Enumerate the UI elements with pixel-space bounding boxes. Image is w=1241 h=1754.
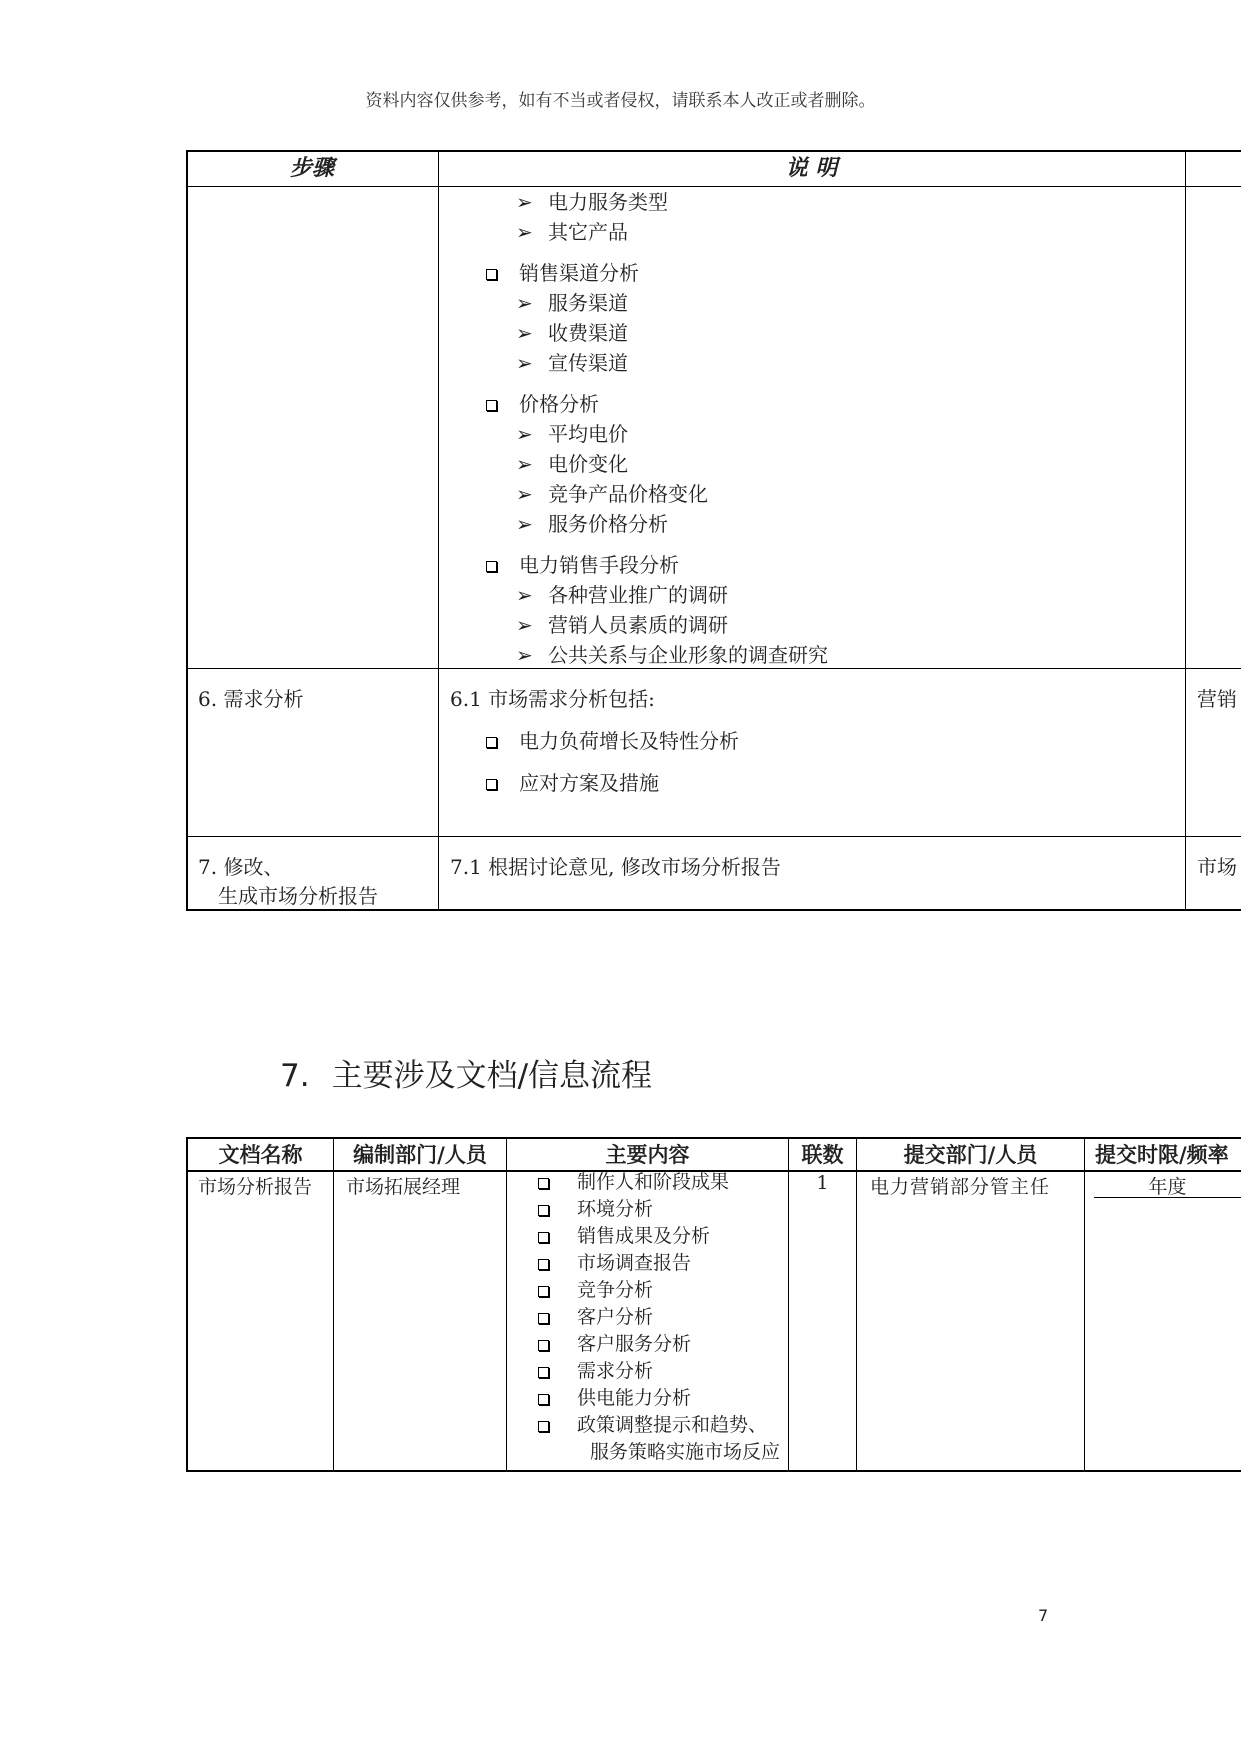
list-item: ➢ 电力服务类型 xyxy=(516,190,668,214)
checkbox-bullet-icon xyxy=(538,1259,549,1270)
list-item: 价格分析 xyxy=(486,388,599,417)
table-border xyxy=(1185,150,1186,910)
header-contents: 主要内容 xyxy=(605,1142,690,1167)
section-heading xyxy=(280,1050,652,1095)
table-border xyxy=(186,1137,188,1472)
checkbox-bullet-icon xyxy=(486,400,497,411)
step-owner: 市场 xyxy=(1197,855,1237,879)
arrow-bullet-icon: ➢ xyxy=(516,452,533,476)
table-border xyxy=(506,1137,507,1472)
checkbox-bullet-icon xyxy=(486,737,497,748)
header-description: 说 明 xyxy=(785,155,838,181)
step-description: 6.1 市场需求分析包括: xyxy=(450,687,655,711)
step-owner: 营销 xyxy=(1197,687,1237,711)
checkbox-bullet-icon xyxy=(538,1286,549,1297)
arrow-bullet-icon: ➢ xyxy=(516,512,533,536)
checkbox-bullet-icon xyxy=(538,1313,549,1324)
list-item: ➢ 竞争产品价格变化 xyxy=(516,482,708,506)
checkbox-bullet-icon xyxy=(538,1232,549,1243)
section-number: 7. xyxy=(280,1058,310,1094)
checkbox-bullet-icon xyxy=(538,1205,549,1216)
list-item: ➢ 平均电价 xyxy=(516,422,628,446)
list-item: 制作人和阶段成果 xyxy=(524,1169,794,1196)
list-item: 应对方案及措施 xyxy=(486,767,659,796)
checkbox-bullet-icon xyxy=(538,1367,549,1378)
checkbox-bullet-icon xyxy=(486,779,497,790)
disclaimer-header: 资料内容仅供参考，如有不当或者侵权，请联系本人改正或者删除。 xyxy=(365,91,876,111)
table-border xyxy=(186,186,1241,187)
list-item: ➢ 各种营业推广的调研 xyxy=(516,583,728,607)
doc-frequency: 年度 xyxy=(1148,1176,1187,1198)
doc-submit-to: 电力营销部分管主任 xyxy=(870,1176,1051,1198)
checkbox-bullet-icon xyxy=(486,269,497,280)
step-description: 7.1 根据讨论意见, 修改市场分析报告 xyxy=(450,855,781,879)
list-item: 市场调查报告 xyxy=(524,1250,794,1277)
process-steps-table xyxy=(186,150,1241,910)
table-border xyxy=(333,1137,334,1472)
list-item: 需求分析 xyxy=(524,1358,794,1385)
arrow-bullet-icon: ➢ xyxy=(516,643,533,667)
list-item: 竞争分析 xyxy=(524,1277,794,1304)
page-number: 7 xyxy=(1038,1606,1049,1625)
step-label: 生成市场分析报告 xyxy=(218,884,378,908)
header-doc-name: 文档名称 xyxy=(218,1142,303,1167)
list-item: 电力负荷增长及特性分析 xyxy=(486,725,739,754)
contents-list xyxy=(524,1169,794,1466)
header-frequency: 提交时限/频率 xyxy=(1095,1142,1229,1167)
table-border xyxy=(186,668,1241,669)
table-border xyxy=(186,909,1241,911)
arrow-bullet-icon: ➢ xyxy=(516,422,533,446)
list-item: 销售成果及分析 xyxy=(524,1223,794,1250)
doc-copies: 1 xyxy=(816,1172,829,1194)
arrow-bullet-icon: ➢ xyxy=(516,291,533,315)
table-border xyxy=(186,150,188,910)
list-item: ➢ 收费渠道 xyxy=(516,321,628,345)
table-border xyxy=(186,836,1241,837)
list-item: 客户分析 xyxy=(524,1304,794,1331)
table-border xyxy=(856,1137,857,1472)
checkbox-bullet-icon xyxy=(538,1394,549,1405)
arrow-bullet-icon: ➢ xyxy=(516,613,533,637)
arrow-bullet-icon: ➢ xyxy=(516,583,533,607)
list-item: ➢ 服务渠道 xyxy=(516,291,628,315)
arrow-bullet-icon: ➢ xyxy=(516,482,533,506)
step-label: 7. 修改、 xyxy=(198,855,284,879)
table-border xyxy=(1084,1137,1085,1472)
table-border xyxy=(438,150,439,910)
list-item: ➢ 宣传渠道 xyxy=(516,351,628,375)
list-item: ➢ 服务价格分析 xyxy=(516,512,668,536)
table-border xyxy=(186,1470,1241,1472)
list-item: ➢ 电价变化 xyxy=(516,452,628,476)
list-item: 政策调整提示和趋势、 xyxy=(524,1412,794,1439)
arrow-bullet-icon: ➢ xyxy=(516,321,533,345)
list-item: ➢ 公共关系与企业形象的调查研究 xyxy=(516,643,828,667)
checkbox-bullet-icon xyxy=(538,1421,549,1432)
document-flow-table xyxy=(186,1137,1241,1472)
list-item-continued: 服务策略实施市场反应 xyxy=(590,1441,781,1463)
doc-name: 市场分析报告 xyxy=(198,1176,313,1198)
checkbox-bullet-icon xyxy=(538,1340,549,1351)
list-item: ➢ 营销人员素质的调研 xyxy=(516,613,728,637)
list-item: 销售渠道分析 xyxy=(486,257,639,286)
list-item: 供电能力分析 xyxy=(524,1385,794,1412)
arrow-bullet-icon: ➢ xyxy=(516,220,533,244)
arrow-bullet-icon: ➢ xyxy=(516,190,533,214)
checkbox-bullet-icon xyxy=(538,1178,549,1189)
section-title: 主要涉及文档/信息流程 xyxy=(331,1058,653,1094)
list-item: 环境分析 xyxy=(524,1196,794,1223)
arrow-bullet-icon: ➢ xyxy=(516,351,533,375)
header-submit-to: 提交部门/人员 xyxy=(903,1142,1038,1167)
doc-author: 市场拓展经理 xyxy=(346,1176,461,1198)
list-item: 电力销售手段分析 xyxy=(486,549,679,578)
step-label: 6. 需求分析 xyxy=(198,687,304,711)
list-item: 客户服务分析 xyxy=(524,1331,794,1358)
list-item: ➢ 其它产品 xyxy=(516,220,628,244)
header-author: 编制部门/人员 xyxy=(353,1142,487,1167)
header-step: 步骤 xyxy=(289,155,334,181)
checkbox-bullet-icon xyxy=(486,561,497,572)
header-copies: 联数 xyxy=(801,1142,844,1167)
